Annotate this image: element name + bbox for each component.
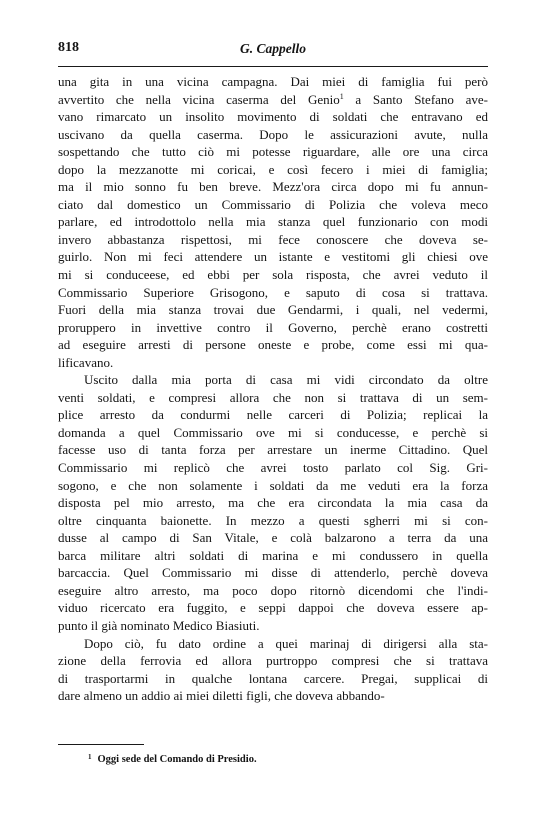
text-line: domanda a quel Commissario ove mi si conducesse, e perchè si bbox=[58, 424, 488, 440]
paragraph bbox=[58, 635, 488, 705]
text-line: barca militare altri soldati di marina e mi condussero in quella bbox=[58, 547, 488, 563]
text-line: ad eseguire arresti di persone oneste e probe, come essi mi qua- bbox=[58, 337, 488, 353]
text-line: disposta pel mio arresto, ma che era circondata la mia casa da bbox=[58, 495, 488, 511]
text-line: dusse al campo di San Vitale, e colà balzarono a terra da una bbox=[58, 530, 488, 546]
text-line: venti soldati, e compresi allora che non si trattava di un sem- bbox=[58, 389, 488, 405]
text-line: lificavano. bbox=[58, 354, 114, 370]
paragraph bbox=[58, 73, 488, 371]
text-fragment: a Santo Stefano ave- bbox=[355, 91, 488, 107]
footnote bbox=[88, 753, 257, 765]
text-line: invero abbastanza rispettosi, mi fece conoscere che doveva se- bbox=[58, 231, 488, 247]
text-line: uscivano da quella caserma. Dopo le assicurazioni avute, nulla bbox=[58, 126, 488, 142]
text-line: sospettando che tutto ciò mi potesse riguardare, alle ore una circa bbox=[58, 144, 488, 160]
footnote-text: Oggi sede del Comando di Presidio. bbox=[97, 754, 257, 765]
body-text bbox=[58, 73, 488, 705]
text-line: proruppero in invettive contro il Governo, perchè erano costretti bbox=[58, 319, 488, 335]
header-rule bbox=[58, 66, 488, 67]
running-head: G. Cappello bbox=[240, 41, 306, 56]
text-fragment: avvertito che nella vicina caserma del Genio bbox=[58, 91, 340, 107]
text-line: punto il già nominato Medico Biasiuti. bbox=[58, 617, 260, 633]
text-line: oltre cinquanta baionette. In mezzo a questi sgherri mi si con- bbox=[58, 512, 488, 528]
text-line: ma il mio sonno fu ben breve. Mezz'ora circa dopo mi fu annun- bbox=[58, 179, 488, 195]
page-header bbox=[58, 40, 488, 60]
text-line: vano rimarcato un insolito movimento di soldati che entravano ed bbox=[58, 109, 488, 125]
text-line: eseguire altro arresto, ma poco dopo ritornò dicendomi che l'indi- bbox=[58, 582, 488, 598]
text-line bbox=[58, 91, 488, 109]
footnote-reference: 1 bbox=[339, 91, 344, 101]
text-line: mi si conduceese, ed ebbi per sola risposta, che avrei veduto il bbox=[58, 267, 488, 283]
text-line: dopo la mezzanotte mi coricai, e così fecero i miei di famiglia; bbox=[58, 161, 488, 177]
footnote-rule bbox=[58, 744, 144, 745]
text-line: Fuori della mia stanza trovai due Gendarmi, i quali, nel vedermi, bbox=[58, 302, 488, 318]
text-line: plice arresto da condurmi nelle carceri di Polizia; replicai la bbox=[58, 407, 488, 423]
text-line: Commissario Superiore Grisogono, e saputo di cosa si trattava. bbox=[58, 284, 488, 300]
text-line: parlare, ed introdottolo nella mia stanza quel funzionario con modi bbox=[58, 214, 488, 230]
paragraph bbox=[58, 371, 488, 634]
text-line: sogono, e che non solamente i soldati da me veduti era la forza bbox=[58, 477, 488, 493]
text-line: zione della ferrovia ed allora purtroppo compresi che si trattava bbox=[58, 653, 488, 669]
text-line: una gita in una vicina campagna. Dai miei di famiglia fui però bbox=[58, 74, 488, 89]
text-line: ciato dal domestico un Commissario di Polizia che voleva meco bbox=[58, 196, 488, 212]
text-line: dare almeno un addio ai miei diletti figli, che doveva abbando- bbox=[58, 688, 385, 704]
text-line: guirlo. Non mi feci attendere un istante e vestitomi gli chiesi ove bbox=[58, 249, 488, 265]
page-number: 818 bbox=[58, 40, 79, 55]
text-line: Commissario mi replicò che avrei tosto parlato col Sig. Gri- bbox=[58, 460, 488, 476]
text-line: viduo ricercato era fuggito, e seppi dappoi che doveva essere ap- bbox=[58, 600, 488, 616]
text-line: di trasportarmi in qualche lontana carcere. Pregai, supplicai di bbox=[58, 670, 488, 686]
text-line: Dopo ciò, fu dato ordine a quei marinaj di dirigersi alla sta- bbox=[84, 635, 488, 651]
text-line: barcaccia. Quel Commissario mi disse di attenderlo, perchè doveva bbox=[58, 565, 488, 581]
text-line: facesse uso di tanta forza per arrestare un inerme Cittadino. Quel bbox=[58, 442, 488, 458]
footnote-mark: 1 bbox=[88, 753, 92, 761]
text-line: Uscito dalla mia porta di casa mi vidi circondato da oltre bbox=[84, 372, 488, 388]
